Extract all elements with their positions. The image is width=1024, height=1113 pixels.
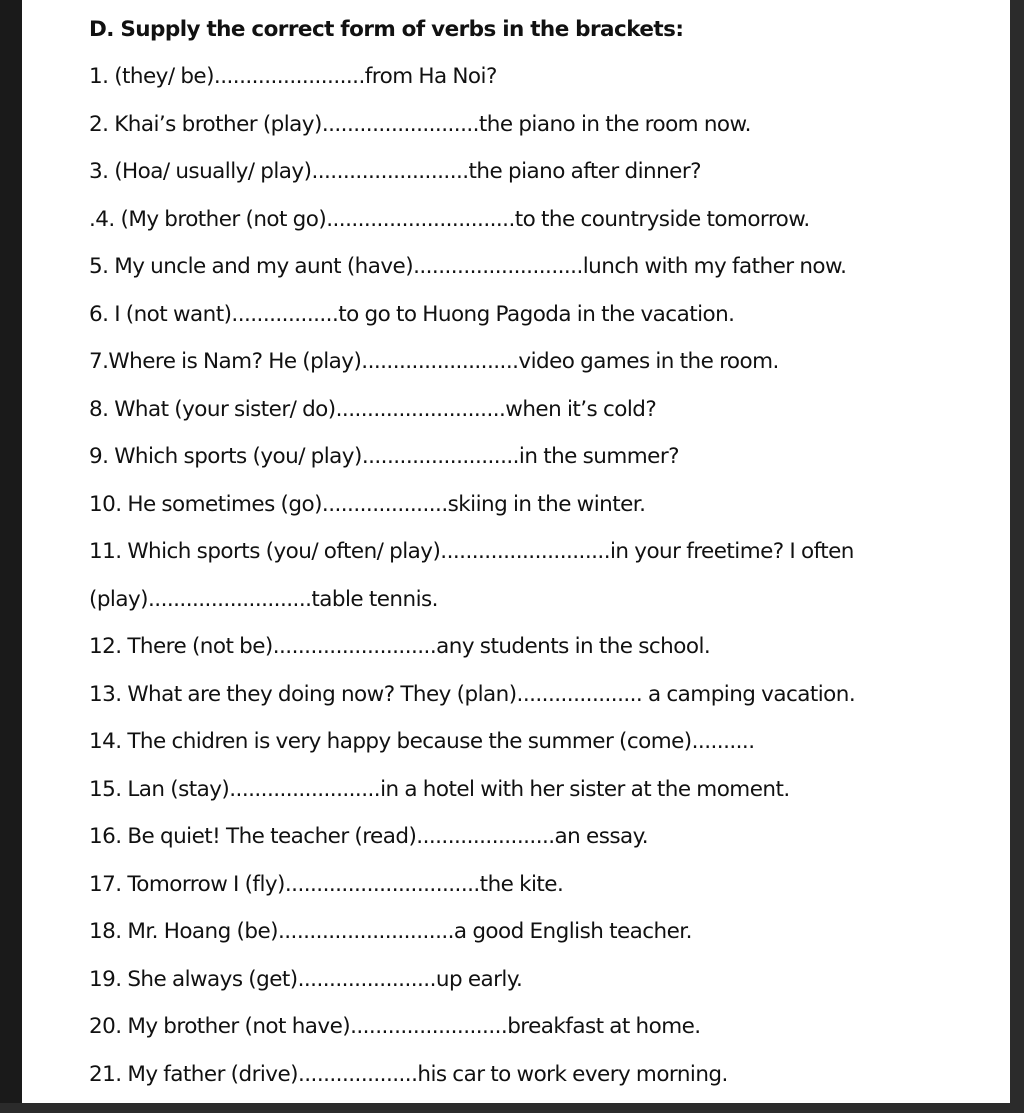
photo-border-right (1010, 0, 1024, 1113)
exercise-line: 9. Which sports (you/ play).........................in the summer? (89, 444, 679, 469)
exercise-section (89, 6, 1004, 1098)
exercise-line: 15. Lan (stay)........................in a hotel with her sister at the moment. (89, 776, 790, 802)
exercise-line: 1. (they/ be)........................from Ha Noi? (89, 64, 497, 89)
exercise-line: 3. (Hoa/ usually/ play).........................the piano after dinner? (89, 159, 701, 184)
exercise-line: 2. Khai’s brother (play).........................the piano in the room now. (89, 111, 751, 137)
exercise-line: 19. She always (get)......................up early. (89, 966, 523, 992)
exercise-line: 14. The chidren is very happy because the summer (come).......... (89, 729, 755, 754)
exercise-line: 16. Be quiet! The teacher (read)......................an essay. (89, 824, 649, 849)
exercise-line: .4. (My brother (not go)..............................to the countryside tomorrow. (89, 206, 810, 232)
exercise-line: 20. My brother (not have).........................breakfast at home. (89, 1014, 701, 1039)
photo-border-bottom (0, 1103, 1024, 1113)
exercise-line: (play)..........................table tennis. (89, 586, 438, 612)
exercise-line: 21. My father (drive)...................his car to work every morning. (89, 1061, 728, 1087)
exercise-line: 7.Where is Nam? He (play).........................video games in the room. (89, 349, 779, 374)
exercise-line: 8. What (your sister/ do)...........................when it’s cold? (89, 396, 657, 422)
exercise-line: 6. I (not want).................to go to Huong Pagoda in the vacation. (89, 301, 735, 327)
exercise-line: 11. Which sports (you/ often/ play)...........................in your freetime? I often (89, 539, 854, 564)
exercise-line: 17. Tomorrow I (fly)...............................the kite. (89, 871, 564, 897)
exercise-line: 5. My uncle and my aunt (have)...........................lunch with my father now. (89, 254, 847, 279)
exercise-title: D. Supply the correct form of verbs in the brackets: (89, 17, 684, 42)
exercise-line: 12. There (not be)..........................any students in the school. (89, 634, 711, 659)
exercise-line: 10. He sometimes (go)....................skiing in the winter. (89, 491, 646, 517)
exercise-line: 13. What are they doing now? They (plan).................... a camping vacation. (89, 681, 856, 707)
exercise-line: 18. Mr. Hoang (be)............................a good English teacher. (89, 919, 692, 944)
worksheet-page (22, 0, 1010, 1103)
